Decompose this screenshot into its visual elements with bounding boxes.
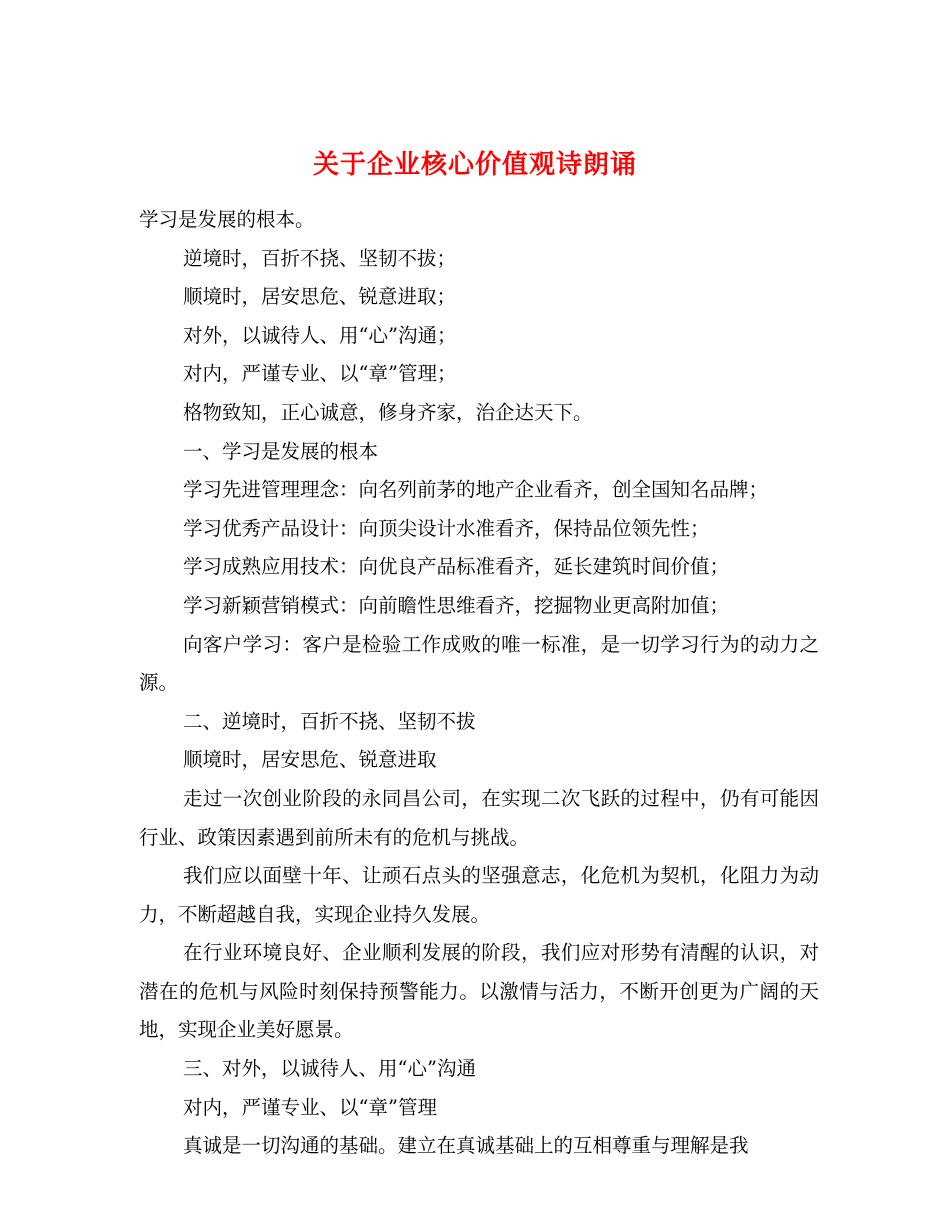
paragraph: 学习优秀产品设计：向顶尖设计水准看齐，保持品位领先性； xyxy=(183,516,710,540)
paragraph: 学习是发展的根本。 xyxy=(139,208,315,231)
section-heading: 二、逆境时，百折不挠、坚韧不拔 xyxy=(183,709,476,733)
document-title: 关于企业核心价值观诗朗诵 xyxy=(312,150,637,181)
paragraph: 向客户学习：客户是检验工作成败的唯一标准，是一切学习行为的动力之源。 xyxy=(139,632,819,695)
section-heading: 一、学习是发展的根本 xyxy=(183,439,379,463)
paragraph: 对内，严谨专业、以“章”管理 xyxy=(183,1095,437,1119)
paragraph: 顺境时，居安思危、锐意进取； xyxy=(183,285,457,309)
paragraph: 真诚是一切沟通的基础。建立在真诚基础上的互相尊重与理解是我 xyxy=(183,1134,749,1158)
paragraph: 在行业环境良好、企业顺利发展的阶段，我们应对形势有清醒的认识，对潜在的危机与风险时刻保持预警能力。以激情与活力，不断开创更为广阔的天地，实现企业美好愿景。 xyxy=(139,941,819,1042)
paragraph: 顺境时，居安思危、锐意进取 xyxy=(183,748,437,772)
paragraph: 逆境时，百折不挠、坚韧不拔； xyxy=(183,246,457,270)
paragraph: 学习成熟应用技术：向优良产品标准看齐，延长建筑时间价值； xyxy=(183,555,730,579)
paragraph: 对内，严谨专业、以“章”管理； xyxy=(183,362,457,386)
paragraph: 学习先进管理理念：向名列前茅的地产企业看齐，创全国知名品牌； xyxy=(183,478,769,502)
paragraph: 我们应以面壁十年、让顽石点头的坚强意志，化危机为契机，化阻力为动力，不断超越自我，实现企业持久发展。 xyxy=(139,864,819,926)
section-heading: 三、对外，以诚待人、用“心”沟通 xyxy=(183,1057,476,1081)
paragraph: 学习新颖营销模式：向前瞻性思维看齐，挖掘物业更高附加值； xyxy=(183,593,730,617)
paragraph: 对外，以诚待人、用“心”沟通； xyxy=(183,323,457,347)
paragraph: 走过一次创业阶段的永同昌公司，在实现二次飞跃的过程中，仍有可能因行业、政策因素遇到前所未有的危机与挑战。 xyxy=(139,786,819,849)
document-body xyxy=(139,201,819,1166)
paragraph: 格物致知，正心诚意，修身齐家，治企达天下。 xyxy=(183,400,593,424)
